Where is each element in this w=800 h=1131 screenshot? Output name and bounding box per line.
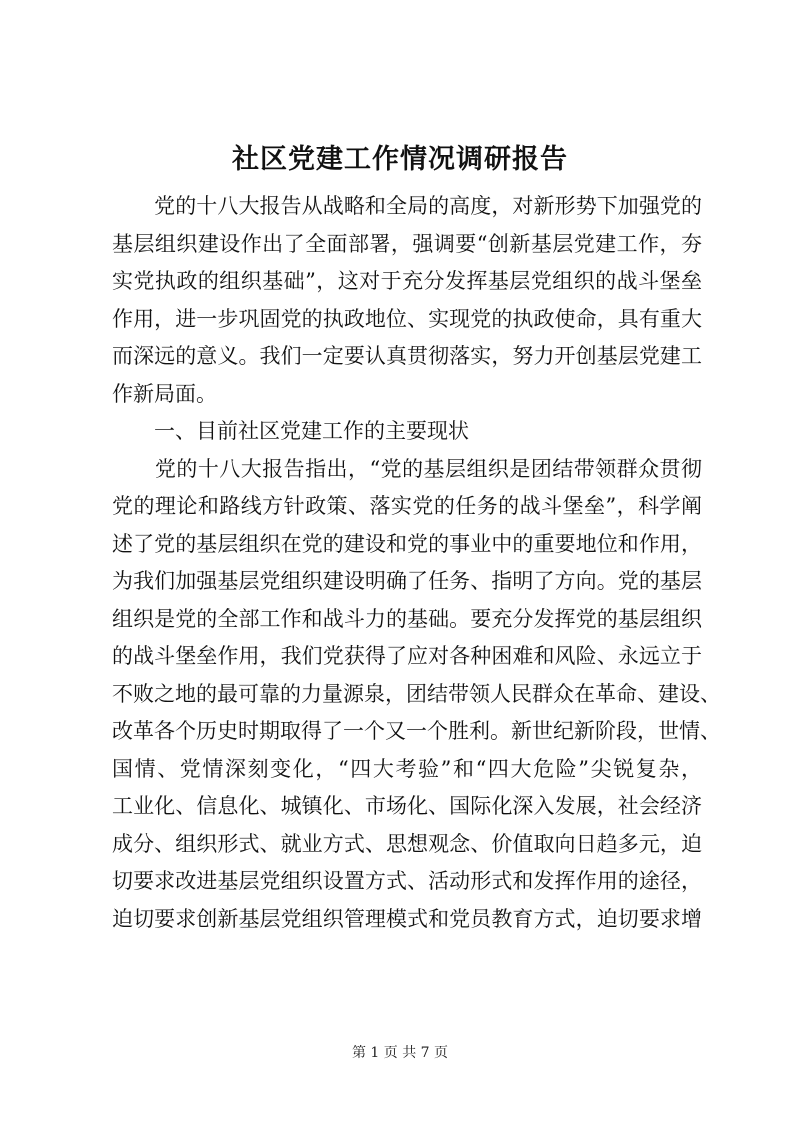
- section-heading: 一、目前社区党建工作的主要现状: [112, 419, 469, 443]
- body-line: 作新局面。: [112, 381, 217, 406]
- body-line: 不败之地的最可靠的力量源泉，团结带领人民群众在革命、建设、: [112, 681, 721, 706]
- body-line: 党的理论和路线方针政策、落实党的任务的战斗堡垒”，科学阐: [112, 494, 702, 518]
- body-line: 作用，进一步巩固党的执政地位、实现党的执政使命，具有重大: [112, 306, 702, 331]
- body-line: 党的十八大报告从战略和全局的高度，对新形势下加强党的: [112, 194, 702, 218]
- body-line: 的战斗堡垒作用，我们党获得了应对各种困难和风险、永远立于: [112, 644, 702, 668]
- body-line: 而深远的意义。我们一定要认真贯彻落实，努力开创基层党建工: [112, 344, 702, 368]
- body-line: 工业化、信息化、城镇化、市场化、国际化深入发展，社会经济: [112, 794, 702, 818]
- document-title: 社区党建工作情况调研报告: [232, 144, 568, 175]
- body-line: 党的十八大报告指出，“党的基层组织是团结带领群众贯彻: [112, 456, 702, 481]
- document-body: [112, 188, 721, 938]
- body-line: 成分、组织形式、就业方式、思想观念、价值取向日趋多元，迫: [112, 831, 702, 856]
- body-line: 国情、党情深刻变化，“四大考验”和“四大危险”尖锐复杂，: [112, 756, 702, 781]
- body-line: 迫切要求创新基层党组织管理模式和党员教育方式，迫切要求增: [112, 906, 702, 931]
- page-number-footer: 第 1 页 共 7 页: [351, 1045, 449, 1061]
- body-line: 实党执政的组织基础”，这对于充分发挥基层党组织的战斗堡垒: [112, 269, 702, 293]
- body-line: 切要求改进基层党组织设置方式、活动形式和发挥作用的途径，: [112, 869, 702, 893]
- body-line: 为我们加强基层党组织建设明确了任务、指明了方向。党的基层: [112, 569, 702, 593]
- body-line: 基层组织建设作出了全面部署，强调要“创新基层党建工作，夯: [112, 231, 702, 256]
- body-line: 组织是党的全部工作和战斗力的基础。要充分发挥党的基层组织: [112, 606, 702, 631]
- body-line: 述了党的基层组织在党的建设和党的事业中的重要地位和作用，: [112, 531, 702, 556]
- body-line: 改革各个历史时期取得了一个又一个胜利。新世纪新阶段，世情、: [112, 719, 721, 743]
